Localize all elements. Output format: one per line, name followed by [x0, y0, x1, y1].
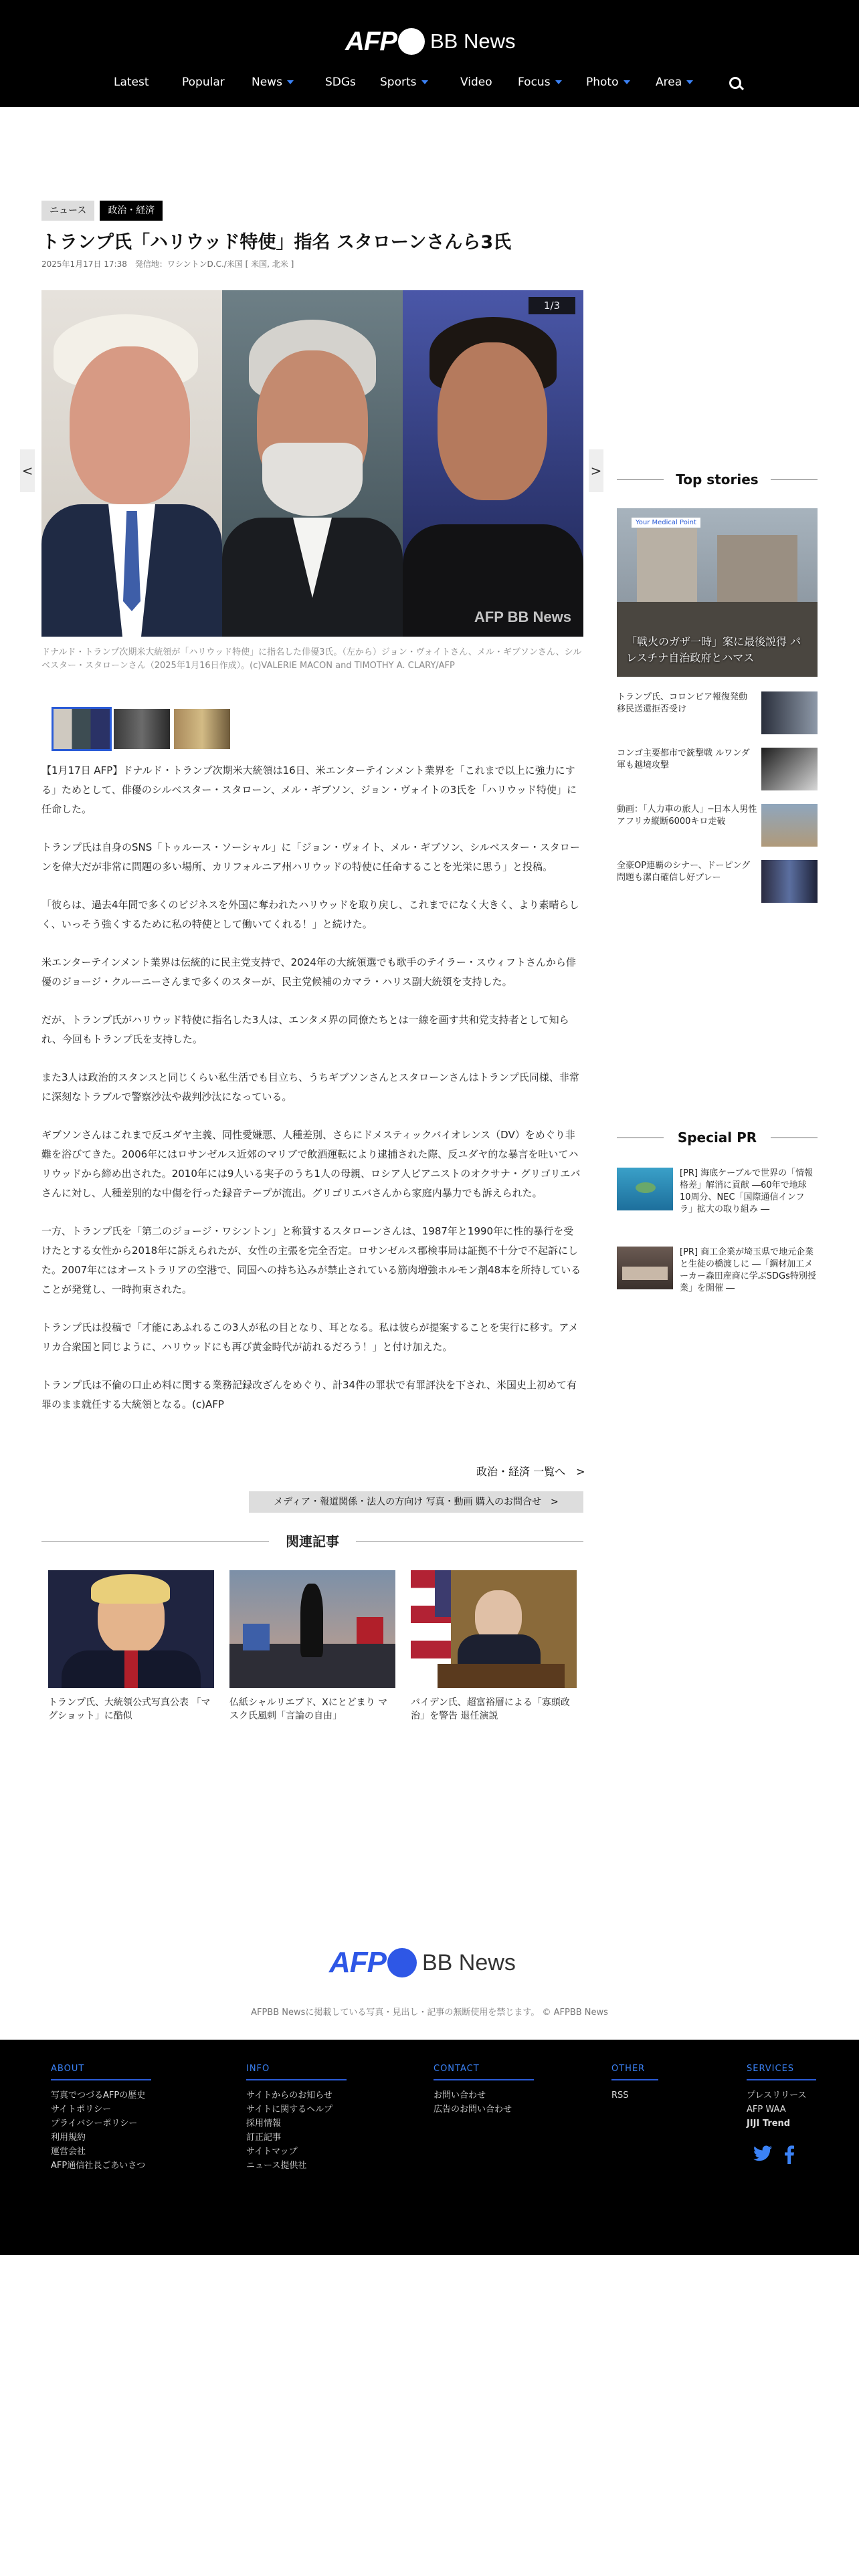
nav-item-popular[interactable] — [182, 71, 225, 94]
thumbnail-2[interactable] — [114, 709, 170, 749]
article-paragraph: だが、トランプ氏がハリウッド特使に指名した3人は、エンタメ界の同僚たちとは一線を画す共和党支持者として知られ、今回もトランプ氏を支持した。 — [41, 1014, 569, 1045]
article-meta: 2025年1月17日 17:38 発信地：ワシントンD.C./米国 [ 米国, 北米 ] — [41, 259, 294, 269]
pr-title: [PR] 海底ケーブルで世界の「情報格差」解消に貢献 ―60年で地球10周分、NEC「国際通信インフラ」拡大の取り組み ― — [680, 1168, 813, 1214]
nav-item-area[interactable] — [656, 71, 693, 94]
top-stories-title: Top stories — [676, 471, 759, 488]
logo-dot-icon — [387, 1948, 417, 1977]
footer-col-info — [246, 2064, 347, 2173]
footer-link[interactable]: 広告のお問い合わせ — [434, 2105, 512, 2115]
related-item[interactable] — [48, 1570, 214, 1723]
nav-item-latest[interactable] — [114, 71, 149, 94]
footer-link[interactable]: サイトマップ — [246, 2147, 298, 2157]
top-story-title: コンゴ主要都市で銃撃戦 ルワンダ軍も越境攻撃 — [617, 748, 750, 770]
nav-label: SDGs — [325, 76, 356, 89]
related-item-title: 仏紙シャルリエブド、Xにとどまり マスク氏風刺「言論の自由」 — [229, 1697, 388, 1721]
thumbnail-3[interactable] — [174, 709, 230, 749]
chevron-down-icon — [555, 80, 562, 84]
main-nav — [0, 71, 859, 94]
nav-label: Sports — [380, 76, 417, 89]
footer-logo-afp: AFP — [329, 1946, 386, 1979]
logo-afp: AFP — [345, 26, 397, 56]
footer-link[interactable]: 採用情報 — [246, 2119, 282, 2129]
nav-label: Area — [656, 76, 682, 89]
gallery-photo-3 — [403, 290, 583, 637]
footer-link[interactable]: JIJI Trend — [747, 2119, 791, 2129]
top-story-caption: 「戦火のガザ一時」案に最後説得 パレスチナ自治政府とハマス — [626, 635, 801, 664]
related-item[interactable] — [229, 1570, 395, 1723]
nav-item-photo[interactable] — [586, 71, 630, 94]
tag-news[interactable]: ニュース — [41, 201, 94, 221]
footer-logo-bbnews: BB News — [422, 1949, 516, 1975]
article-tags — [41, 201, 163, 221]
related-image — [48, 1570, 214, 1688]
chevron-down-icon — [624, 80, 630, 84]
top-story-item[interactable] — [617, 804, 818, 847]
top-story-thumb — [761, 691, 818, 734]
copyright: AFPBB Newsに掲載している写真・見出し・記事の無断使用を禁じます。 © AFPBB News — [251, 2008, 608, 2018]
photo-caption: ドナルド・トランプ次期米大統領が「ハリウッド特使」に指名した俳優3氏。（左から）ジョン・ヴォイトさん、メル・ギブソンさん、シルベスター・スタローンさん（2025年1月16日作成）。(c)VALERIE MACON and TIMOTHY A. CLARY/AFP — [41, 647, 582, 671]
top-story-hero[interactable] — [617, 508, 818, 677]
hero-sign: Your Medical Point — [632, 518, 700, 528]
nav-item-video[interactable] — [460, 71, 492, 94]
pr-thumb — [617, 1168, 673, 1210]
site-footer — [0, 2040, 859, 2255]
logo-bbnews: BB News — [430, 29, 516, 53]
footer-link[interactable]: AFP通信社長ごあいさつ — [51, 2161, 146, 2171]
nav-label: News — [252, 76, 282, 89]
top-story-title: 動画：「人力車の旅人」─日本人男性 アフリカ縦断6000キロ走破 — [617, 804, 757, 827]
article-paragraph: 【1月17日 AFP】ドナルド・トランプ次期米大統領は16日、米エンターテインメント業界を「これまで以上に強力にする」ためとして、俳優のシルベスター・スタローン、メル・ギブソン、ジョン・ヴォイトの3氏を「ハリウッド特使」に任命した。 — [41, 764, 577, 815]
related-item-title: トランプ氏、大統領公式写真公表 「マグショット」に酷似 — [48, 1697, 211, 1721]
media-inquiry-button[interactable]: メディア・報道関係・法人の方向け 写真・動画 購入のお問合せ > — [249, 1491, 583, 1513]
facebook-icon[interactable] — [784, 2145, 795, 2164]
footer-link[interactable]: 写真でつづるAFPの歴史 — [51, 2090, 146, 2101]
watermark: AFP BB News — [474, 609, 571, 625]
related-title: 関連記事 — [286, 1533, 339, 1549]
footer-link[interactable]: 訂正記事 — [246, 2133, 282, 2143]
footer-heading: OTHER — [611, 2064, 658, 2080]
related-item-title: バイデン氏、超富裕層による「寡頭政治」を警告 退任演説 — [411, 1697, 570, 1721]
related-image — [411, 1570, 577, 1688]
chevron-down-icon — [287, 80, 294, 84]
social-links — [753, 2145, 795, 2164]
top-story-title: 全豪OP連覇のシナー、ドーピング問題も潔白確信し好プレー — [617, 861, 751, 883]
article-title: トランプ氏「ハリウッド特使」指名 スタローンさんら3氏 — [41, 232, 512, 253]
nav-item-sdgs[interactable] — [325, 71, 356, 94]
search-icon[interactable] — [729, 77, 741, 89]
footer-link[interactable]: プライバシーポリシー — [51, 2119, 138, 2129]
footer-col-other — [611, 2064, 658, 2103]
gallery-prev-button[interactable]: < — [20, 449, 35, 492]
top-story-thumb — [761, 748, 818, 790]
article-paragraph: トランプ氏は自身のSNS「トゥルース・ソーシャル」に「ジョン・ヴォイト、メル・ギブソン、シルベスター・スタローンを偉大だが非常に問題の多い場所、カリフォルニア州ハリウッドの特使に任命することを光栄に思う」と投稿。 — [41, 841, 580, 873]
site-logo[interactable] — [345, 25, 515, 58]
gallery-counter: 1/3 — [529, 297, 575, 314]
article-paragraph: トランプ氏は投稿で「才能にあふれるこの3人が私の目となり、耳となる。私は彼らが提案することを実行に移す。アメリカ合衆国と同じように、ハリウッドにも再び黄金時代が訪れるだろう！」と付け加えた。 — [41, 1321, 579, 1353]
pr-item[interactable] — [617, 1168, 818, 1221]
nav-item-sports[interactable] — [380, 71, 428, 94]
gallery-next-button[interactable]: > — [589, 449, 603, 492]
footer-col-about — [51, 2064, 151, 2173]
thumbnail-1[interactable] — [54, 709, 110, 749]
article-paragraph: 米エンターテインメント業界は伝統的に民主党支持で、2024年の大統領選でも歌手のテイラー・スウィフトさんから俳優のジョージ・クルーニーさんまで多くのスターが、民主党候補のカマラ・ハリス副大統領を支持した。 — [41, 956, 576, 988]
footer-heading: SERVICES — [747, 2064, 816, 2080]
top-story-thumb — [761, 860, 818, 903]
special-pr-title: Special PR — [677, 1130, 757, 1146]
footer-link[interactable]: プレスリリース — [747, 2090, 807, 2101]
footer-link[interactable]: 利用規約 — [51, 2133, 86, 2143]
tag-politics[interactable]: 政治・経済 — [100, 201, 163, 221]
top-story-title: トランプ氏、コロンビア報復発動 移民送還拒否受け — [617, 692, 748, 714]
article-paragraph: 「彼らは、過去4年間で多くのビジネスを外国に奪われたハリウッドを取り戻し、これまでになく大きく、より素晴らしく、いっそう強くするために私の特使として働いてくれる！」と続けた。 — [41, 899, 579, 930]
nav-label: Latest — [114, 76, 149, 89]
article-body — [41, 761, 583, 1433]
logo-dot-icon — [398, 28, 425, 55]
footer-heading: ABOUT — [51, 2064, 151, 2080]
footer-link[interactable]: 運営会社 — [51, 2147, 86, 2157]
special-pr-heading — [617, 1128, 818, 1148]
article-paragraph: また3人は政治的スタンスと同じくらい私生活でも目立ち、うちギブソンさんとスタローンさんはトランプ氏同様、非常に深刻なトラブルで警察沙汰や裁判沙汰になっている。 — [41, 1071, 579, 1103]
top-story-item[interactable] — [617, 748, 818, 790]
footer-link[interactable]: サイトポリシー — [51, 2105, 112, 2115]
footer-link[interactable]: AFP WAA — [747, 2105, 786, 2115]
gallery-photo-1 — [41, 290, 222, 637]
pr-item[interactable] — [617, 1247, 818, 1300]
nav-label: Popular — [182, 76, 225, 89]
nav-label: Focus — [518, 76, 551, 89]
top-story-item[interactable] — [617, 691, 818, 734]
footer-link[interactable]: RSS — [611, 2090, 629, 2101]
pr-thumb — [617, 1247, 673, 1289]
nav-item-news[interactable] — [252, 71, 294, 94]
category-list-link[interactable]: 政治・経済 一覧へ > — [476, 1465, 585, 1478]
top-story-thumb — [761, 804, 818, 847]
footer-link[interactable]: サイトに関するヘルプ — [246, 2105, 333, 2115]
related-item[interactable] — [411, 1570, 577, 1723]
related-image — [229, 1570, 395, 1688]
footer-heading: CONTACT — [434, 2064, 534, 2080]
top-stories-heading — [617, 469, 818, 490]
article-paragraph: トランプ氏は不倫の口止め料に関する業務記録改ざんをめぐり、計34件の罪状で有罪評決を下され、米国史上初めて有罪のまま就任する大統領となる。(c)AFP — [41, 1379, 577, 1410]
nav-label: Photo — [586, 76, 619, 89]
footer-logo[interactable] — [329, 1946, 516, 1979]
footer-link[interactable]: サイトからのお知らせ — [246, 2090, 332, 2101]
gallery-thumbnails — [54, 709, 230, 749]
site-header — [0, 0, 859, 107]
nav-item-focus[interactable] — [518, 71, 562, 94]
photo-gallery[interactable] — [41, 290, 583, 637]
article-paragraph: 一方、トランプ氏を「第二のジョージ・ワシントン」と称賛するスタローンさんは、1987年と1990年に性的暴行を受けたとする女性から2018年に訴えられたが、女性の主張を完全否定。ロサンゼルス郡検事局は証拠不十分で不起訴にした。2007年にはオーストラリアの空港で、同国への持ち込みが禁止されている筋肉増強ホルモン剤48本を所持していることが発覚し、一時拘束された。 — [41, 1225, 581, 1295]
related-heading — [41, 1531, 583, 1551]
nav-label: Video — [460, 76, 492, 89]
gallery-photo-2 — [222, 290, 403, 637]
footer-col-services — [747, 2064, 816, 2131]
chevron-down-icon — [421, 80, 428, 84]
footer-col-contact — [434, 2064, 534, 2117]
footer-heading: INFO — [246, 2064, 347, 2080]
chevron-down-icon — [686, 80, 693, 84]
twitter-icon[interactable] — [753, 2145, 772, 2161]
article-paragraph: ギブソンさんはこれまで反ユダヤ主義、同性愛嫌悪、人種差別、さらにドメスティックバイオレンス（DV）をめぐり非難を浴びてきた。2006年にはロサンゼルス近郊のマリブで飲酒運転により逮捕された際、反ユダヤ的な暴言を吐いてハリウッドから締め出された。2010年には9人いる実子のうち1人の母親、ロシア人ピアニストのオクサナ・グリゴリエバさんに対し、人種差別的な中傷を行った録音テープが流出。グリゴリエバさんから家庭内暴力でも訴えられた。 — [41, 1129, 581, 1199]
top-story-item[interactable] — [617, 860, 818, 903]
footer-link[interactable]: お問い合わせ — [434, 2090, 486, 2101]
pr-title: [PR] 商工企業が埼玉県で地元企業と生徒の橋渡しに ―「鋼材加工メーカー森田産商に学ぶSDGs特別授業」を開催 ― — [680, 1247, 816, 1293]
footer-link[interactable]: ニュース提供社 — [246, 2161, 307, 2171]
